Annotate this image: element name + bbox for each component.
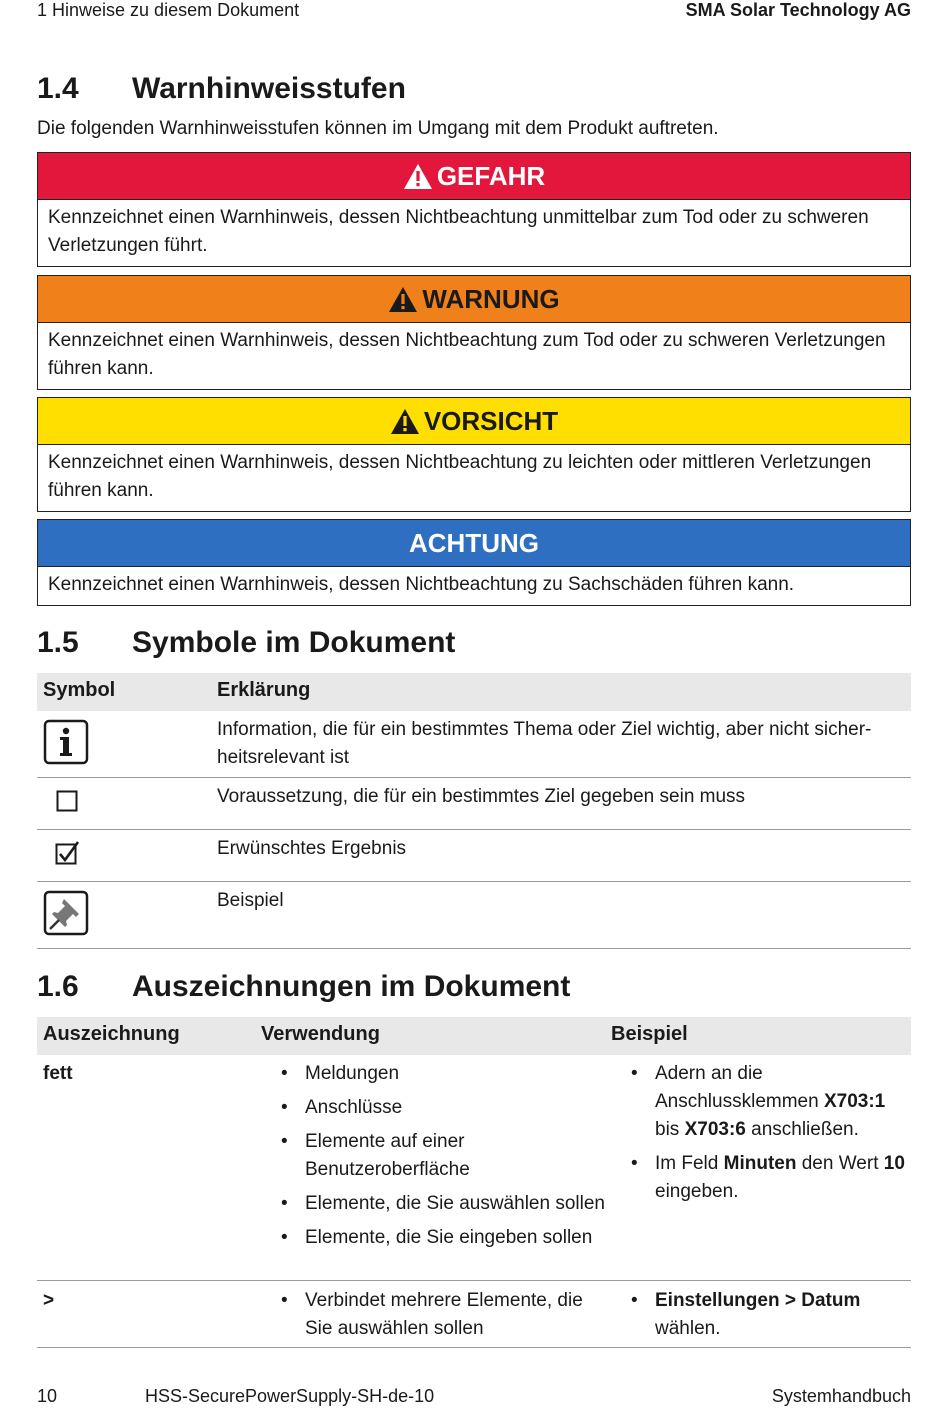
section-title: Warnhinweisstufen (132, 72, 406, 105)
symbol-explanation: Information, die für ein bestimmtes Thema oder Ziel wichtig, aber nicht sicherheitsrelevant ist (217, 719, 872, 768)
page-number: 10 (37, 1386, 58, 1406)
warning-box-gefahr (37, 152, 911, 267)
warning-text: Kennzeichnet einen Warnhinweis, dessen Nichtbeachtung zum Tod oder zu schweren Verletzungen führen kann. (48, 330, 886, 379)
symbol-explanation: Voraussetzung, die für ein bestimmtes Ziel gegeben sein muss (217, 786, 746, 807)
table-row (37, 711, 911, 778)
section-heading-1-6 (37, 970, 570, 1004)
section-heading-1-5 (37, 626, 455, 660)
section-heading-1-4 (37, 72, 406, 106)
warning-triangle-icon (403, 163, 433, 190)
document-id: HSS-SecurePowerSupply-SH-de-10 (145, 1386, 435, 1406)
warning-box-vorsicht (37, 397, 911, 512)
table-row (37, 1060, 911, 1281)
list-item: • Im Feld Minuten den Wert 10 eingeben. (627, 1150, 907, 1206)
warning-label: GEFAHR (436, 160, 546, 191)
section-number: 1.6 (37, 970, 79, 1003)
warning-text: Kennzeichnet einen Warnhinweis, dessen Nichtbeachtung zu Sachschäden führen kann. (48, 574, 795, 595)
section-number: 1.4 (37, 72, 79, 105)
table-row (37, 882, 911, 949)
section-title: Symbole im Dokument (132, 626, 456, 659)
warning-header (38, 153, 910, 200)
warning-label: ACHTUNG (409, 527, 539, 558)
warning-label: WARNUNG (422, 283, 560, 314)
markup-table-header (37, 1017, 911, 1055)
header-company: SMA Solar Technology AG (685, 0, 911, 20)
usage-list (277, 1060, 607, 1258)
example-list (627, 1060, 907, 1212)
column-header-explanation: Erklärung (217, 679, 311, 701)
warning-header (38, 398, 910, 445)
list-item: • Elemente, die Sie auswählen sollen (277, 1190, 607, 1218)
warning-header (38, 520, 910, 567)
column-header-example: Beispiel (611, 1023, 688, 1045)
document-type: Systemhandbuch (771, 1386, 911, 1406)
warning-triangle-icon (390, 408, 420, 435)
list-item: • Anschlüsse (277, 1094, 607, 1122)
column-header-symbol: Symbol (43, 679, 116, 701)
page-header (37, 0, 911, 24)
warning-text: Kennzeichnet einen Warnhinweis, dessen Nichtbeachtung unmittelbar zum Tod oder zu schweren Verletzungen führt. (48, 207, 869, 256)
warning-box-warnung (37, 275, 911, 390)
table-row (37, 1287, 911, 1348)
list-item: • Meldungen (277, 1060, 607, 1088)
table-row (37, 778, 911, 830)
empty-checkbox-icon (56, 790, 78, 812)
info-icon (43, 719, 89, 765)
list-item: • Elemente auf einer Benutzeroberfläche (277, 1128, 607, 1184)
header-chapter: 1 Hinweise zu diesem Dokument (37, 0, 300, 20)
warning-box-achtung (37, 519, 911, 606)
section-intro: Die folgenden Warnhinweisstufen können im Umgang mit dem Produkt auftreten. (37, 118, 719, 139)
table-row (37, 830, 911, 882)
column-header-mark: Auszeichnung (43, 1023, 180, 1045)
symbol-explanation: Erwünschtes Ergebnis (217, 838, 407, 859)
warning-text: Kennzeichnet einen Warnhinweis, dessen Nichtbeachtung zu leichten oder mittleren Verletzungen führen kann. (48, 452, 872, 501)
warning-label: VORSICHT (423, 405, 559, 436)
usage-list (277, 1287, 607, 1349)
symbol-explanation: Beispiel (217, 890, 284, 911)
column-header-usage: Verwendung (261, 1023, 380, 1045)
document-page (37, 0, 911, 1411)
list-item: • Verbindet mehrere Elemente, die Sie auswählen sollen (277, 1287, 607, 1343)
section-number: 1.5 (37, 626, 79, 659)
warning-header (38, 276, 910, 323)
example-list (627, 1287, 907, 1349)
list-item: • Adern an die Anschlussklemmen X703:1 bis X703:6 anschließen. (627, 1060, 907, 1144)
warning-triangle-icon (388, 286, 418, 313)
markup-name: fett (43, 1063, 73, 1084)
list-item: • Elemente, die Sie eingeben sollen (277, 1224, 607, 1252)
section-title: Auszeichnungen im Dokument (132, 970, 571, 1003)
markup-name: > (43, 1290, 55, 1311)
symbols-table-header (37, 673, 911, 711)
list-item: • Einstellungen > Datum wählen. (627, 1287, 907, 1343)
pushpin-icon (43, 890, 89, 936)
checked-checkbox-icon (55, 840, 81, 866)
